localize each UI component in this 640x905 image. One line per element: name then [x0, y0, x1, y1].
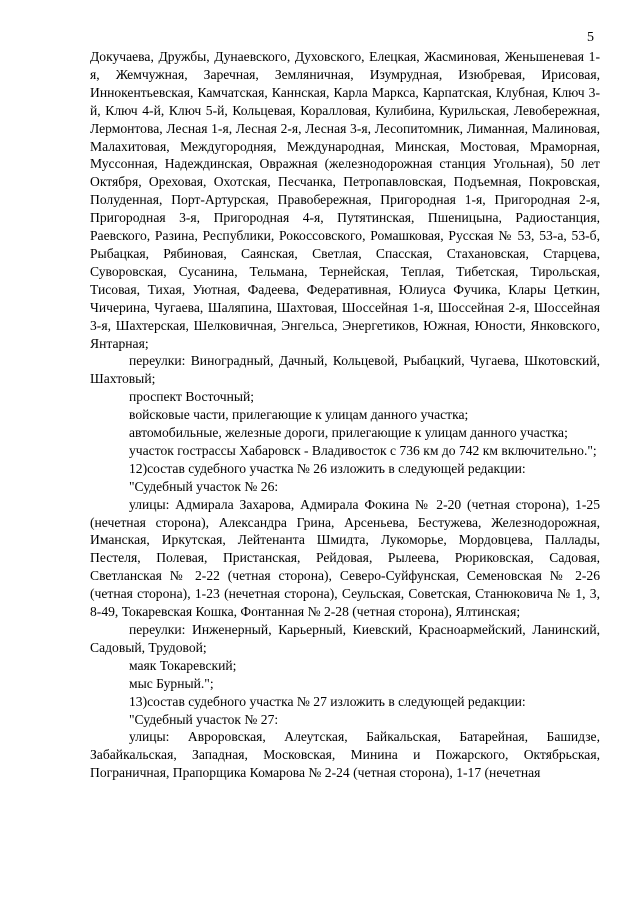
paragraph: "Судебный участок № 26: — [129, 478, 279, 494]
paragraph: автомобильные, железные дороги, прилегающие к улицам данного участка; — [129, 425, 568, 441]
paragraph: маяк Токаревский; — [129, 657, 237, 673]
paragraph: войсковые части, прилегающие к улицам данного участка; — [129, 407, 469, 423]
paragraph: проспект Восточный; — [129, 389, 255, 405]
paragraph: мыс Бурный."; — [129, 675, 214, 691]
paragraph: переулки: Инженерный, Карьерный, Киевский, Красноармейский, Ланинский, Садовый, Трудовой; — [90, 622, 600, 655]
paragraph: 13)состав судебного участка № 27 изложить в следующей редакции: — [129, 693, 526, 709]
paragraph: "Судебный участок № 27: — [129, 711, 279, 727]
paragraph: Докучаева, Дружбы, Дунаевского, Духовского, Елецкая, Жасминовая, Женьшеневая 1-я, Жемчужная, Заречная, Земляничная, Изумрудная, Изюбревая, Ирисовая, Иннокентьевская, Камчатская, Каннская, Карла Маркса, Карпатская, Клубная, Ключ 3-й, Ключ 4-й, Ключ 5-й, Кольцевая, Коралловая, Кулибина, Курильская, Левобережная, Лермонтова, Лесная 1-я, Лесная 2-я, Лесная 3-я, Лесопитомник, Лиманная, Малиновая, Малахитовая, Междугородняя, Международная, Минская, Мостовая, Мраморная, Муссонная, Надеждинская, Овражная (железнодорожная станция Угольная), 50 лет Октября, Ореховая, Охотская, Песчанка, Петропавловская, Подъемная, Покровская, Полуденная, Порт-Артурская, Правобережная, Пригородная 1-я, Пригородная 2-я, Пригородная 3-я, Пригородная 4-я, Путятинская, Пшеницына, Радиостанция, Раевского, Разина, Республики, Рокоссовского, Ромашковая, Русская № 53, 53-а, 53-б, Рыбацкая, Рябиновая, Саянская, Светлая, Спасская, Стахановская, Старцева, Суворовская, Сусанина, Тельмана, Тернейская, Теплая, Тибетская, Тирольская, Тисовая, Тихая, Уютная, Фадеева, Федеративная, Юлиуса Фучика, Клары Цеткин, Чичерина, Чугаева, Шаляпина, Шахтовая, Шоссейная 1-я, Шоссейная 2-я, Шоссейная 3-я, Шахтерская, Шелковичная, Энгельса, Энергетиков, Южная, Юности, Янковского, Янтарная; — [90, 49, 600, 351]
paragraph: переулки: Виноградный, Дачный, Кольцевой, Рыбацкий, Чугаева, Шкотовский, Шахтовый; — [90, 353, 600, 387]
document-body — [90, 48, 600, 782]
paragraph: участок гострассы Хабаровск - Владивосток с 736 км до 742 км включительно."; — [129, 442, 597, 458]
paragraph: улицы: Адмирала Захарова, Адмирала Фокина № 2-20 (четная сторона), 1-25 (нечетная сторона), Александра Грина, Арсеньева, Бестужева, Железнодорожная, Иманская, Иркутская, Лейтенанта Шмидта, Лукоморье, Мордовцева, Паллады, Пестеля, Полевая, Пристанская, Рейдовая, Рылеева, Рюриковская, Садовая, Светланская № 2-22 (четная сторона), Северо-Суйфунская, Семеновская № 2-26 (четная сторона), 1-23 (нечетная сторона), Сеульская, Советская, Станюковича № 1, 3, 8-49, Токаревская Кошка, Фонтанная № 2-28 (четная сторона), Ялтинская; — [90, 496, 600, 620]
page-number: 5 — [587, 30, 594, 45]
paragraph: улицы: Авроровская, Алеутская, Байкальская, Батарейная, Башидзе, Забайкальская, Западная, Московская, Минина и Пожарского, Октябрьская, Пограничная, Прапорщика Комарова № 2-24 (четная сторона), 1-17 (нечетная — [90, 729, 600, 781]
paragraph: 12)состав судебного участка № 26 изложить в следующей редакции: — [129, 460, 526, 476]
